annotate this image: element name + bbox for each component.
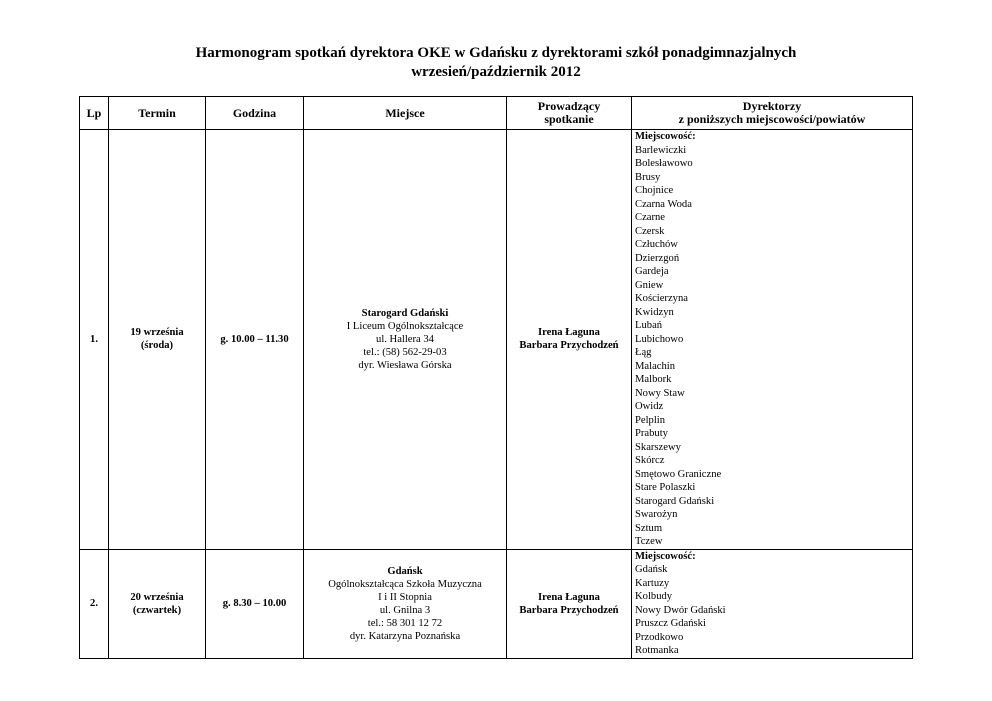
schedule-table: [79, 96, 913, 659]
list-item: Kolbudy: [635, 591, 673, 602]
list-item: Starogard Gdański: [635, 495, 715, 507]
miejsce-phone: tel.: (58) 562-29-03: [363, 346, 447, 358]
miejsce-school: I Liceum Ogólnokształcące: [346, 320, 464, 332]
list-item: Pruszcz Gdański: [635, 618, 706, 629]
list-item: Owidz: [635, 401, 664, 412]
list-item: Prabuty: [635, 428, 668, 439]
row-dyrektorzy: [632, 130, 913, 550]
header-miejsce: Miejsce: [304, 97, 507, 130]
termin-date: 20 września: [130, 591, 184, 603]
miejsce-address: ul. Gnilna 3: [379, 604, 431, 616]
miejsce-school2: I i II Stopnia: [378, 591, 432, 603]
header-prowadzacy-line2: spotkanie: [544, 112, 594, 126]
list-item: Czarne: [635, 212, 665, 223]
list-item: Barlewiczki: [635, 144, 687, 156]
list-item: Gardeja: [635, 266, 669, 277]
prowadzacy-2: Barbara Przychodzeń: [519, 604, 619, 616]
list-item: Swarożyn: [635, 509, 678, 520]
header-prowadzacy: [507, 97, 632, 130]
header-godzina: Godzina: [206, 97, 304, 130]
termin-day: (czwartek): [132, 604, 182, 616]
list-item: Skarszewy: [635, 441, 681, 453]
header-termin: Termin: [109, 97, 206, 130]
dyrektorzy-label: Miejscowość:: [635, 550, 696, 562]
table-header-row: [80, 97, 913, 130]
header-prowadzacy-line1: Prowadzący: [537, 99, 601, 113]
list-item: Tczew: [635, 536, 663, 547]
miejsce-city: Starogard Gdański: [361, 307, 449, 319]
prowadzacy-1: Irena Łaguna: [538, 591, 600, 603]
row-miejsce: [304, 549, 507, 658]
row-godzina: g. 8.30 – 10.00: [206, 549, 304, 658]
list-item: Lubichowo: [635, 333, 684, 345]
list-item: Gdańsk: [635, 564, 668, 575]
miejsce-director: dyr. Wiesława Górska: [358, 359, 452, 371]
dyrektorzy-label: Miejscowość:: [635, 131, 696, 142]
list-item: Dzierzgoń: [635, 252, 680, 264]
list-item: Kwidzyn: [635, 306, 674, 318]
dyrektorzy-list: [635, 550, 912, 658]
list-item: Malachin: [635, 360, 676, 372]
termin-day: (środa): [140, 340, 174, 352]
list-item: Bolesławowo: [635, 158, 693, 169]
row-godzina: g. 10.00 – 11.30: [206, 130, 304, 550]
page-title: Harmonogram spotkań dyrektora OKE w Gdańsku z dyrektorami szkół ponadgimnazjalnych: [195, 45, 797, 61]
header-dyrektorzy: [632, 97, 913, 130]
list-item: Gniew: [635, 279, 664, 291]
table-row: [80, 130, 913, 550]
list-item: Nowy Dwór Gdański: [635, 604, 726, 616]
list-item: Nowy Staw: [635, 387, 685, 399]
table-row: [80, 549, 913, 658]
prowadzacy-2: Barbara Przychodzeń: [519, 340, 619, 352]
miejsce-director: dyr. Katarzyna Poznańska: [349, 630, 461, 642]
row-miejsce: [304, 130, 507, 550]
header-dyrektorzy-line2: z poniższych miejscowości/powiatów: [678, 112, 866, 126]
prowadzacy-1: Irena Łaguna: [538, 327, 600, 339]
page-subtitle: wrzesień/październik 2012: [411, 64, 581, 80]
list-item: Łąg: [635, 347, 652, 358]
list-item: Czersk: [635, 225, 665, 237]
list-item: Człuchów: [635, 239, 678, 250]
list-item: Malbork: [635, 374, 672, 385]
list-item: Chojnice: [635, 185, 674, 196]
list-item: Kartuzy: [635, 577, 670, 589]
header-lp: Lp: [80, 97, 109, 130]
row-dyrektorzy: [632, 549, 913, 658]
termin-date: 19 września: [130, 327, 184, 339]
list-item: Smętowo Graniczne: [635, 468, 722, 480]
list-item: Lubań: [635, 320, 663, 331]
list-item: Rotmanka: [635, 645, 679, 656]
list-item: Sztum: [635, 522, 663, 534]
miejsce-city: Gdańsk: [387, 565, 423, 577]
row-termin: [109, 130, 206, 550]
row-termin: [109, 549, 206, 658]
row-lp: 2.: [80, 549, 109, 658]
miejsce-address: ul. Hallera 34: [376, 333, 434, 345]
list-item: Brusy: [635, 171, 661, 183]
miejsce-school: Ogólnokształcąca Szkoła Muzyczna: [328, 578, 482, 590]
header-dyrektorzy-line1: Dyrektorzy: [742, 99, 802, 113]
dyrektorzy-list: [635, 130, 912, 549]
list-item: Stare Polaszki: [635, 482, 696, 493]
list-item: Czarna Woda: [635, 198, 692, 210]
row-prowadzacy: [507, 130, 632, 550]
row-lp: 1.: [80, 130, 109, 550]
list-item: Kościerzyna: [635, 293, 688, 304]
miejsce-phone: tel.: 58 301 12 72: [367, 617, 443, 629]
list-item: Skórcz: [635, 455, 665, 466]
list-item: Przodkowo: [635, 631, 684, 643]
list-item: Pelplin: [635, 414, 666, 426]
row-prowadzacy: [507, 549, 632, 658]
